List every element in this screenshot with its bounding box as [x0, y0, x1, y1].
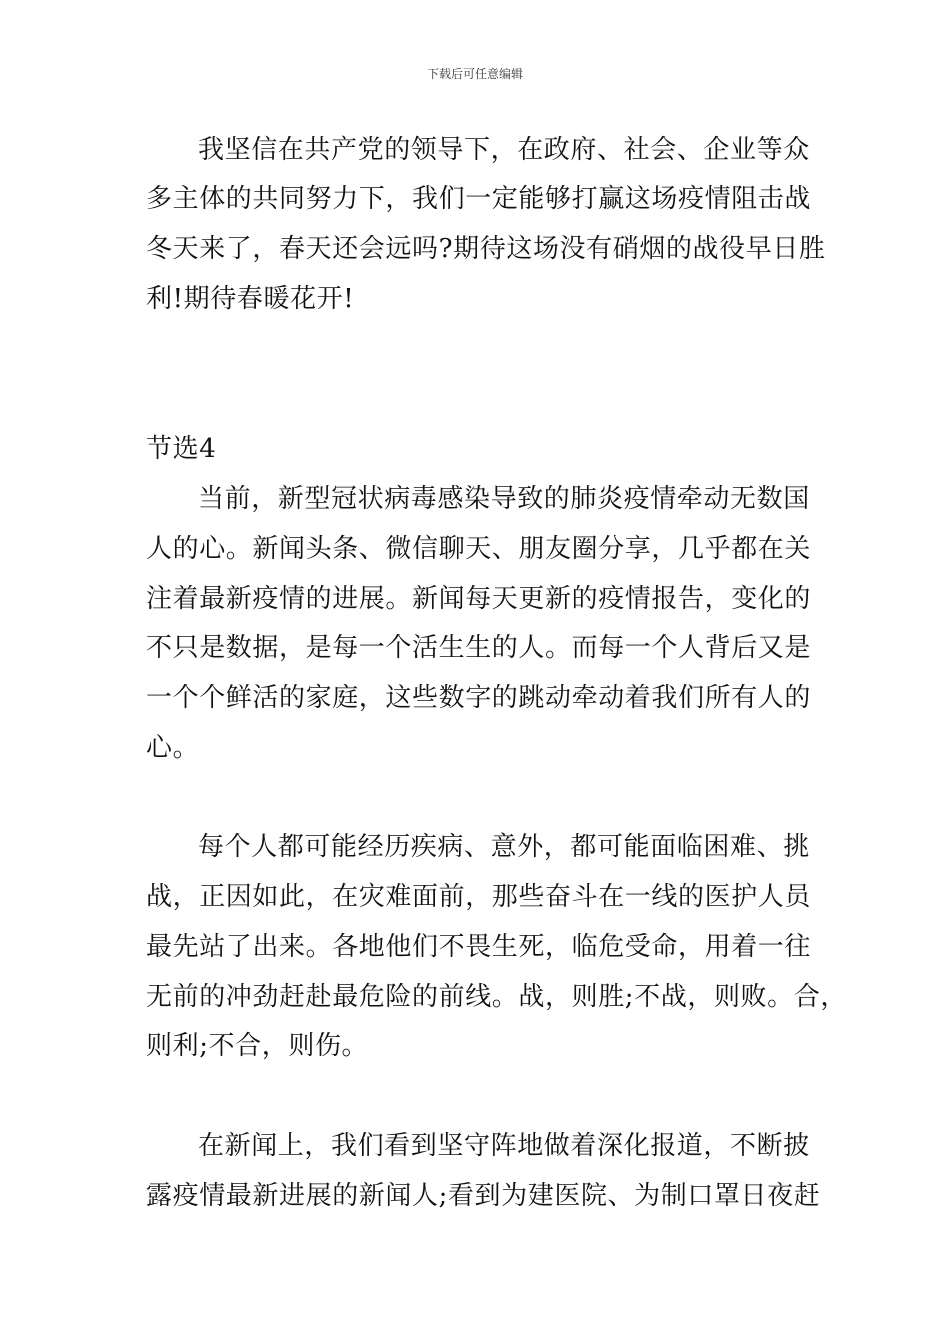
- section-title: 节选4: [146, 434, 217, 464]
- paragraph-line: 我坚信在共产党的领导下，在政府、社会、企业等众: [198, 135, 810, 165]
- paragraph-line: 无前的冲劲赶赴最危险的前线。战，则胜;不战，则败。合，: [146, 982, 847, 1012]
- paragraph-line: 不只是数据，是每一个活生生的人。而每一个人背后又是: [146, 633, 812, 663]
- paragraph-line: 每个人都可能经历疾病、意外，都可能面临困难、挑: [198, 832, 810, 862]
- paragraph-line: 最先站了出来。各地他们不畏生死，临危受命，用着一往: [146, 932, 812, 962]
- paragraph-line: 一个个鲜活的家庭，这些数字的跳动牵动着我们所有人的: [146, 683, 812, 713]
- paragraph-line: 注着最新疫情的进展。新闻每天更新的疫情报告，变化的: [146, 584, 812, 614]
- paragraph-line: 利!期待春暖花开!: [146, 284, 355, 314]
- paragraph-line: 冬天来了，春天还会远吗?期待这场没有硝烟的战役早日胜: [146, 234, 826, 264]
- paragraph-line: 多主体的共同努力下，我们一定能够打赢这场疫情阻击战: [146, 184, 812, 214]
- paragraph-line: 当前，新型冠状病毒感染导致的肺炎疫情牵动无数国: [198, 484, 810, 514]
- paragraph-line: 心。: [146, 733, 200, 763]
- paragraph-line: 人的心。新闻头条、微信聊天、朋友圈分享，几乎都在关: [146, 534, 812, 564]
- paragraph-line: 在新闻上，我们看到坚守阵地做着深化报道，不断披: [198, 1131, 810, 1161]
- page-header-note: 下载后可任意编辑: [426, 67, 523, 81]
- paragraph-line: 则利;不合，则伤。: [146, 1031, 369, 1061]
- paragraph-line: 露疫情最新进展的新闻人;看到为建医院、为制口罩日夜赶: [146, 1181, 821, 1211]
- paragraph-line: 战，正因如此，在灾难面前，那些奋斗在一线的医护人员: [146, 882, 812, 912]
